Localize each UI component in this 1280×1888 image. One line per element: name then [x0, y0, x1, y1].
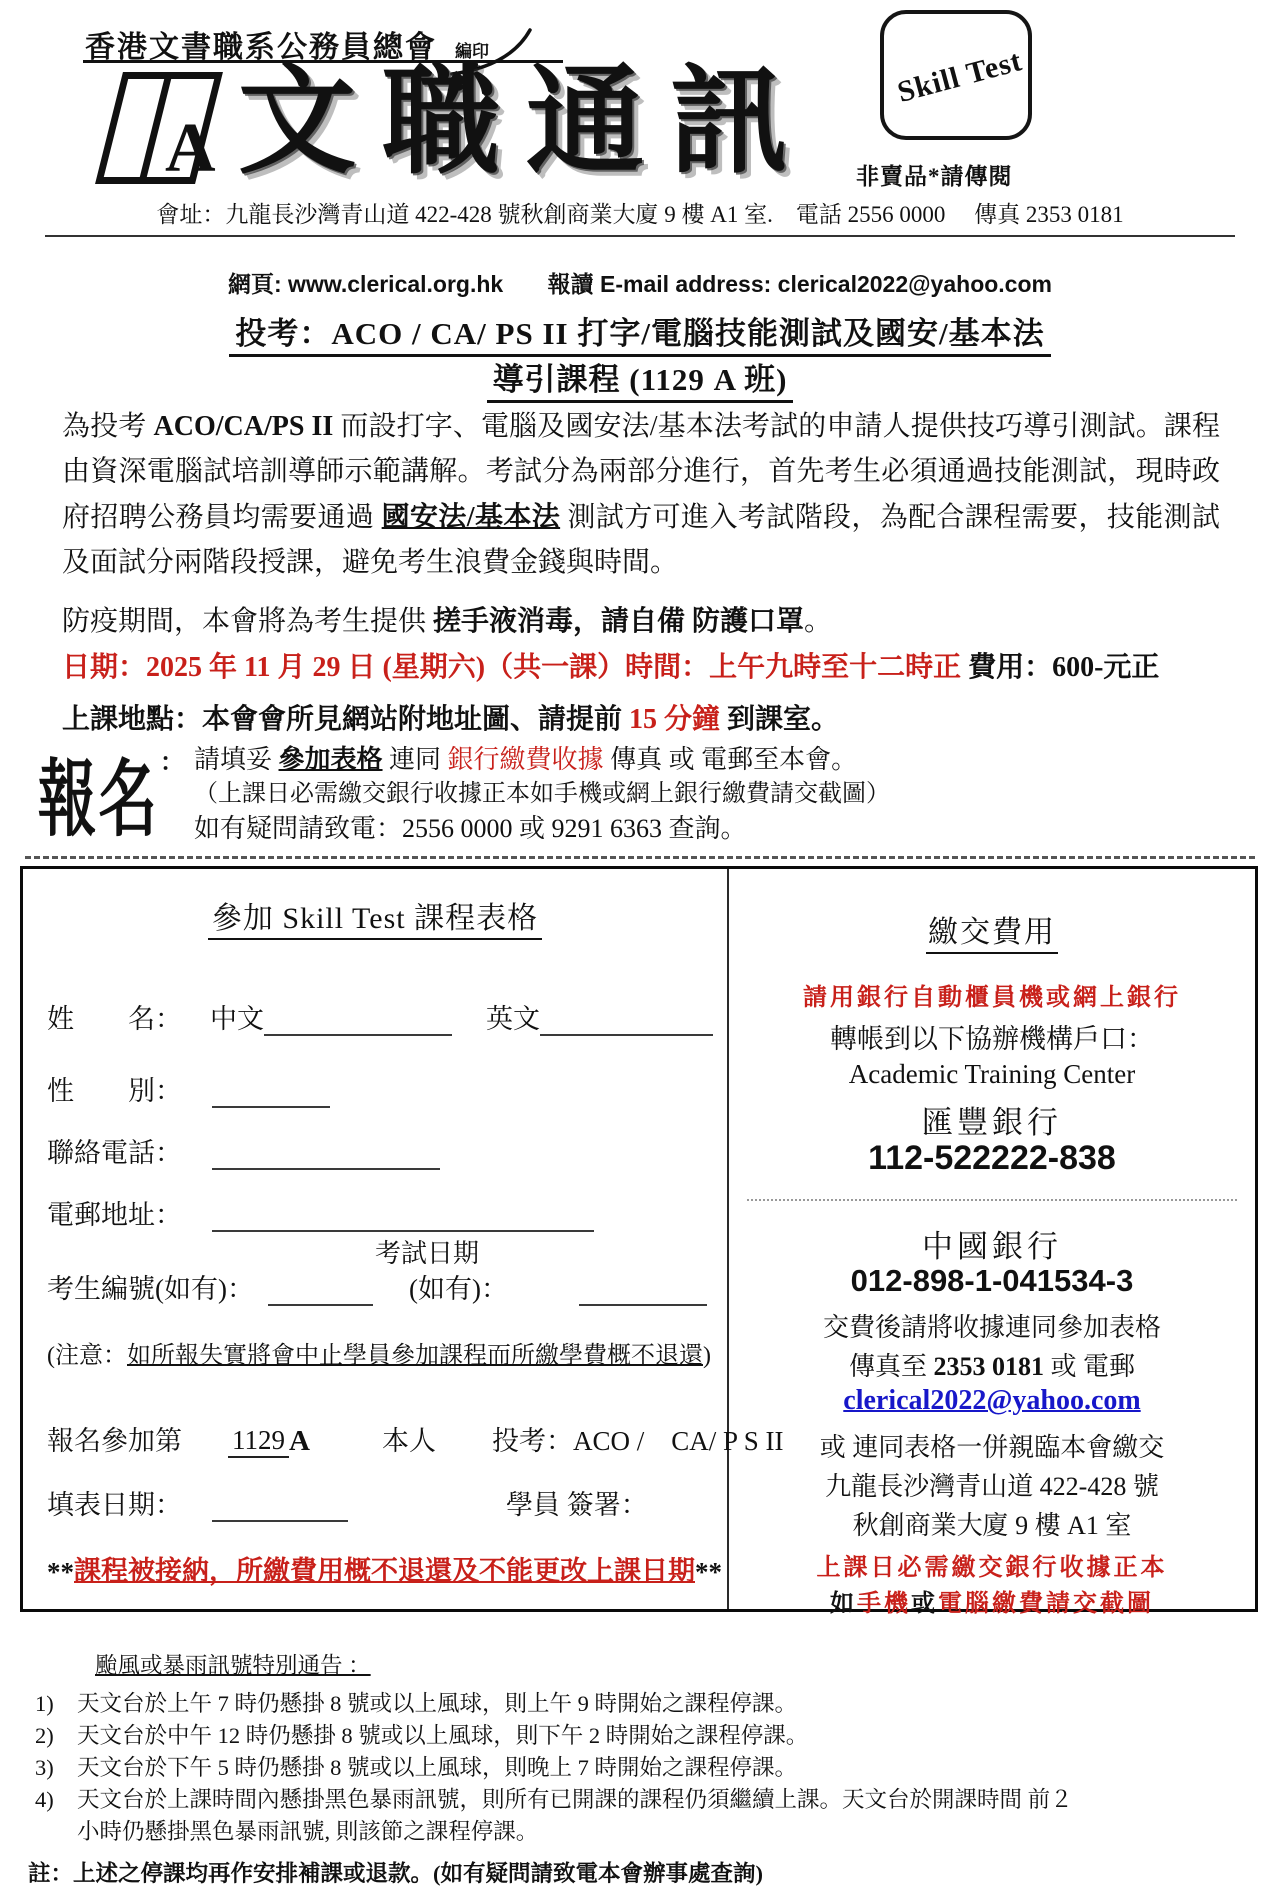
- red-note2-seg1: 如: [830, 1591, 857, 1617]
- typhoon-item-number: 3): [35, 1754, 54, 1780]
- typhoon-item-text: 天文台於上課時間內懸掛黑色暴雨訊號，則所有已開課的課程仍須繼續上課。天文台於開課時間 前２小時仍懸掛黑色暴雨訊號, 則該節之課程停課。: [77, 1786, 1073, 1844]
- candidate-number-row: [47, 1267, 713, 1306]
- typhoon-item-text: 天文台於上午 7 時仍懸掛 8 號或以上風球，則上午 9 時開始之課程停課。: [77, 1691, 798, 1716]
- payment-heading-row: [729, 907, 1255, 951]
- location-line: [62, 697, 839, 737]
- date-line: [62, 645, 1159, 685]
- bank-hsbc-label: 匯豐銀行: [922, 1105, 1062, 1140]
- dotted-divider: [747, 1199, 1237, 1201]
- typhoon-item: [35, 1720, 1280, 1752]
- name-english-blank[interactable]: [540, 1006, 713, 1036]
- payment-heading: 繳交費用: [926, 916, 1058, 954]
- visit-line3: 秋創商業大廈 9 樓 A1 室: [852, 1511, 1132, 1540]
- email-field-label: 電郵地址：: [47, 1200, 182, 1230]
- warning-stars-right: **: [695, 1557, 722, 1587]
- enroll-line1-seg4: 銀行繳費收據: [447, 745, 604, 774]
- email-row: [47, 1193, 713, 1232]
- skill-test-badge: [880, 10, 1032, 140]
- class-prefix-label: 報名參加第: [47, 1426, 182, 1456]
- bank-boc-label: 中國銀行: [922, 1229, 1062, 1264]
- skill-test-badge-label: Skill Test: [893, 44, 1026, 109]
- fax-prefix: 傳真至: [848, 1352, 934, 1381]
- name-english-label: 英文: [486, 1004, 540, 1034]
- form-heading-row: [23, 893, 727, 937]
- covid-seg1: 防疫期間，本會將為考生提供: [62, 606, 434, 638]
- typhoon-notice-section: [0, 1648, 1280, 1888]
- typhoon-item: [35, 1688, 1280, 1720]
- class-number: 1129: [228, 1425, 289, 1458]
- name-label: 姓 名：: [47, 1004, 182, 1034]
- apply-for-label: 投考：ACO / CA/ P S II: [491, 1426, 784, 1456]
- name-chinese-blank[interactable]: [264, 1006, 452, 1036]
- self-label: 本人: [381, 1426, 436, 1456]
- exam-date-label: 考試日期: [375, 1239, 480, 1268]
- typhoon-item-text: 天文台於下午 5 時仍懸掛 8 號或以上風球，則晚上 7 時開始之課程停課。: [77, 1754, 798, 1780]
- warning-stars-left: **: [47, 1557, 74, 1587]
- contact-line: [0, 266, 1280, 299]
- not-for-sale-label: 非賣品*請傳閱: [856, 164, 1013, 189]
- location-seg3: 到課室。: [727, 704, 840, 735]
- payment-column: [729, 869, 1255, 1617]
- after-payment-line1: 交費後請將收據連同參加表格: [822, 1313, 1161, 1342]
- enroll-title: 報名: [38, 753, 159, 847]
- fax-suffix: 或 電郵: [1044, 1352, 1136, 1381]
- fill-date-blank[interactable]: [212, 1492, 348, 1522]
- candidate-number-blank[interactable]: [268, 1276, 373, 1306]
- red-note2-seg2: 手機: [857, 1591, 911, 1617]
- location-minutes: 15 分鐘: [629, 704, 721, 735]
- course-title-line1: 投考：ACO / CA/ PS II 打字/電腦技能測試及國安/基本法: [229, 316, 1050, 357]
- payment-red-note1: 上課日必需繳交銀行收據正本: [816, 1555, 1168, 1581]
- covid-seg3: 。: [804, 606, 833, 638]
- enroll-section: [38, 742, 890, 847]
- enroll-line1-seg5: 傳真 或 電郵至本會。: [603, 745, 858, 774]
- logo-letter-a: A: [165, 110, 216, 187]
- website-label: 網頁: www.clerical.org.hk: [228, 271, 504, 297]
- enroll-instructions: [194, 742, 890, 847]
- fill-date-label: 填表日期：: [47, 1490, 182, 1520]
- exam-date-if-any-label: (如有)：: [408, 1274, 508, 1304]
- intro-seg2: ACO/CA/PS II: [153, 411, 334, 442]
- enroll-line2: （上課日必需繳交銀行收據正本如手機或網上銀行繳費請交截圖）: [194, 780, 890, 807]
- visit-line1: 或 連同表格一併親臨本會繳交: [819, 1433, 1165, 1462]
- hsbc-account-number: 112-522222-838: [868, 1139, 1116, 1177]
- intro-section: [62, 404, 1220, 645]
- application-form-box: [20, 866, 1258, 1617]
- exam-date-blank[interactable]: [579, 1276, 707, 1306]
- enroll-colon: ：: [160, 750, 184, 776]
- intro-seg4: 國安法/基本法: [381, 501, 561, 533]
- intro-seg3: 而設打字、電腦及國安法/基本法考試的申請人提供技巧導引測試。課程由資深電腦試培訓導師示範講解。考試分為兩部分進行，首先考生必須通過技能測試，現時政府招聘公務員均需要通過: [62, 411, 1220, 533]
- date-time-text: 日期：2025 年 11 月 29 日 (星期六)（共一課）時間：上午九時至十二時正: [62, 652, 962, 683]
- gender-label: 性 別：: [47, 1076, 182, 1106]
- payment-org-name: Academic Training Center: [848, 1059, 1136, 1089]
- typhoon-item-number: 2): [35, 1722, 54, 1748]
- org-name: 香港文書職系公務員總會: [85, 31, 437, 64]
- fill-date-row: [47, 1483, 713, 1522]
- intro-paragraph: [62, 404, 1220, 585]
- gender-blank[interactable]: [212, 1078, 330, 1108]
- email-blank[interactable]: [212, 1202, 594, 1232]
- payment-email-link[interactable]: clerical2022@yahoo.com: [843, 1385, 1141, 1416]
- red-note2-seg4: 電腦繳費請交截圖: [938, 1591, 1154, 1617]
- fee-text: 費用：600-元正: [968, 652, 1160, 683]
- typhoon-note: 註：上述之停課均再作安排補課或退款。(如有疑問請致電本會辦事處查詢): [28, 1860, 763, 1886]
- fax-number: 2353 0181: [933, 1352, 1044, 1381]
- course-title-line1-row: [0, 308, 1280, 353]
- typhoon-item-text: 天文台於中午 12 時仍懸掛 8 號或以上風球，則下午 2 時開始之課程停課。: [77, 1722, 809, 1748]
- course-title-line2: 導引課程 (1129 A 班): [487, 362, 794, 403]
- form-left-column: [23, 869, 784, 1609]
- typhoon-item: [35, 1784, 1280, 1848]
- enroll-line1-seg1: 請填妥: [194, 745, 279, 774]
- payment-atm-line: 請用銀行自動櫃員機或網上銀行: [803, 985, 1181, 1011]
- notice-row: [47, 1335, 713, 1370]
- signature-label: 學員 簽署：: [506, 1490, 648, 1520]
- union-logo-icon: [95, 70, 255, 195]
- course-title-line2-row: [0, 354, 1280, 399]
- typhoon-item: [35, 1752, 1280, 1784]
- enroll-line1-seg2: 參加表格: [278, 745, 383, 774]
- intro-seg1: 為投考: [62, 411, 154, 442]
- dashed-separator: [25, 856, 1255, 859]
- masthead-title: 文職通訊: [238, 57, 815, 188]
- name-row: [47, 997, 713, 1036]
- warning-row: [47, 1549, 722, 1588]
- class-letter: A: [289, 1425, 310, 1457]
- candidate-number-label: 考生編號(如有)：: [47, 1274, 254, 1304]
- typhoon-item-number: 1): [35, 1691, 54, 1716]
- intro-seg5: 測試方可進入考試階段，為配合課程需要，技能測試及面試分兩階段授課，避免考生浪費金錢與時間。: [62, 501, 1220, 579]
- payment-transfer-line: 轉帳到以下協辦機構戶口：: [830, 1024, 1154, 1054]
- class-number-row: [47, 1419, 784, 1458]
- phone-row: [47, 1131, 713, 1170]
- typhoon-item-number: 4): [35, 1786, 54, 1812]
- gender-row: [47, 1069, 713, 1108]
- covid-line: [62, 599, 1220, 644]
- enroll-line1: [194, 742, 890, 778]
- location-seg1: 上課地點：本會會所見網站附地址圖、請提前: [62, 704, 630, 735]
- covid-seg2: 搓手液消毒，請自備 防護口罩: [433, 606, 805, 638]
- address-line: 會址：九龍長沙灣青山道 422-428 號秋創商業大廈 9 樓 A1 室. 電話 2556 0000 傳真 2353 0181: [45, 196, 1235, 237]
- name-chinese-label: 中文: [210, 1004, 264, 1034]
- phone-label: 聯絡電話：: [47, 1138, 182, 1168]
- edit-label: 編印: [455, 42, 489, 61]
- notice-open: (注意：: [47, 1343, 127, 1369]
- phone-blank[interactable]: [212, 1140, 440, 1170]
- boc-account-number: 012-898-1-041534-3: [850, 1263, 1134, 1298]
- notice-text: 如所報失實將會中止學員參加課程而所繳學費概不退還: [127, 1343, 703, 1369]
- form-heading: 參加 Skill Test 課程表格: [208, 902, 542, 940]
- payment-red-note2: [729, 1583, 1255, 1618]
- after-payment-line2: [729, 1346, 1255, 1383]
- typhoon-heading: 颱風或暴雨訊號特別通告 ：: [95, 1653, 371, 1678]
- visit-line2: 九龍長沙灣青山道 422-428 號: [825, 1472, 1159, 1501]
- email-label: 報讀 E-mail address: clerical2022@yahoo.com: [547, 271, 1052, 297]
- warning-text: 課程被接納，所繳費用概不退還及不能更改上課日期: [74, 1556, 695, 1586]
- notice-close: ): [703, 1343, 711, 1369]
- red-note2-seg3: 或: [911, 1591, 938, 1617]
- enroll-line3: 如有疑問請致電：2556 0000 或 9291 6363 查詢。: [194, 813, 747, 843]
- enroll-line1-seg3: 連同: [382, 745, 448, 774]
